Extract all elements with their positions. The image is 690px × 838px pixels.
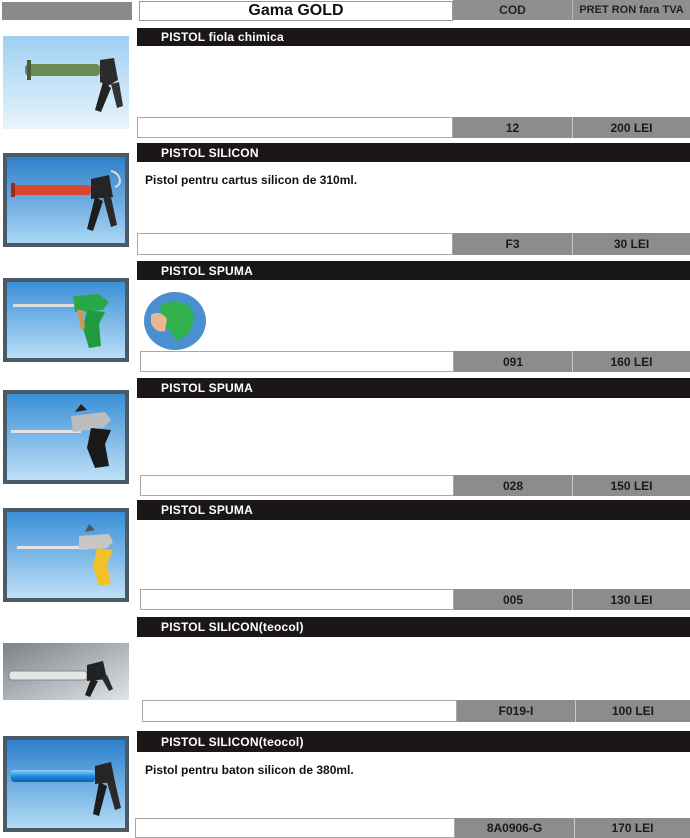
silicone-gun-icon bbox=[7, 157, 125, 243]
page-title: Gama GOLD bbox=[139, 1, 453, 21]
product-description: Pistol pentru cartus silicon de 310ml. bbox=[145, 173, 358, 187]
product-title-bar: PISTOL fiola chimica bbox=[137, 28, 690, 46]
product-price: 100 LEI bbox=[576, 700, 690, 722]
product-photo bbox=[3, 736, 129, 832]
foam-gun-detail-photo bbox=[143, 291, 207, 351]
product-price: 200 LEI bbox=[573, 117, 690, 138]
product-photo bbox=[3, 36, 129, 129]
product-price: 170 LEI bbox=[575, 818, 690, 838]
chemical-anchor-gun-icon bbox=[3, 36, 129, 129]
aluminium-caulking-gun-icon bbox=[3, 643, 129, 700]
blue-caulking-gun-icon bbox=[7, 740, 125, 828]
product-price: 150 LEI bbox=[573, 475, 690, 496]
product-info-cell bbox=[140, 589, 454, 610]
product-code: F019-I bbox=[457, 700, 576, 722]
product-info-cell bbox=[140, 475, 454, 496]
product-title-bar: PISTOL SILICON bbox=[137, 143, 690, 162]
product-info-cell bbox=[140, 351, 454, 372]
product-title-bar: PISTOL SILICON(teocol) bbox=[137, 617, 690, 637]
hand-holding-gun-icon bbox=[143, 291, 207, 351]
product-price: 160 LEI bbox=[573, 351, 690, 372]
product-title-bar: PISTOL SPUMA bbox=[137, 378, 690, 398]
product-title-bar: PISTOL SPUMA bbox=[137, 500, 690, 520]
product-code: 028 bbox=[454, 475, 573, 496]
product-info-cell bbox=[137, 233, 453, 255]
product-title-bar: PISTOL SILICON(teocol) bbox=[137, 731, 690, 752]
product-price: 30 LEI bbox=[573, 233, 690, 255]
product-photo bbox=[3, 153, 129, 247]
product-code: 091 bbox=[454, 351, 573, 372]
product-info-cell bbox=[137, 117, 453, 138]
product-photo bbox=[3, 508, 129, 602]
foam-gun-yellow-icon bbox=[7, 512, 125, 598]
product-description: Pistol pentru baton silicon de 380ml. bbox=[145, 763, 354, 777]
product-photo bbox=[3, 278, 129, 362]
header-left-block bbox=[2, 2, 132, 20]
product-info-cell bbox=[135, 818, 455, 838]
product-info-cell bbox=[142, 700, 457, 722]
product-code: F3 bbox=[453, 233, 573, 255]
product-photo bbox=[3, 390, 129, 484]
product-code: 8A0906-G bbox=[455, 818, 575, 838]
product-code: 12 bbox=[453, 117, 573, 138]
product-price: 130 LEI bbox=[573, 589, 690, 610]
product-code: 005 bbox=[454, 589, 573, 610]
code-column-header: COD bbox=[453, 0, 573, 20]
foam-gun-black-icon bbox=[7, 394, 125, 480]
product-photo bbox=[3, 643, 129, 700]
foam-gun-green-icon bbox=[7, 282, 125, 358]
price-column-header: PRET RON fara TVA bbox=[573, 0, 690, 20]
product-title-bar: PISTOL SPUMA bbox=[137, 261, 690, 280]
